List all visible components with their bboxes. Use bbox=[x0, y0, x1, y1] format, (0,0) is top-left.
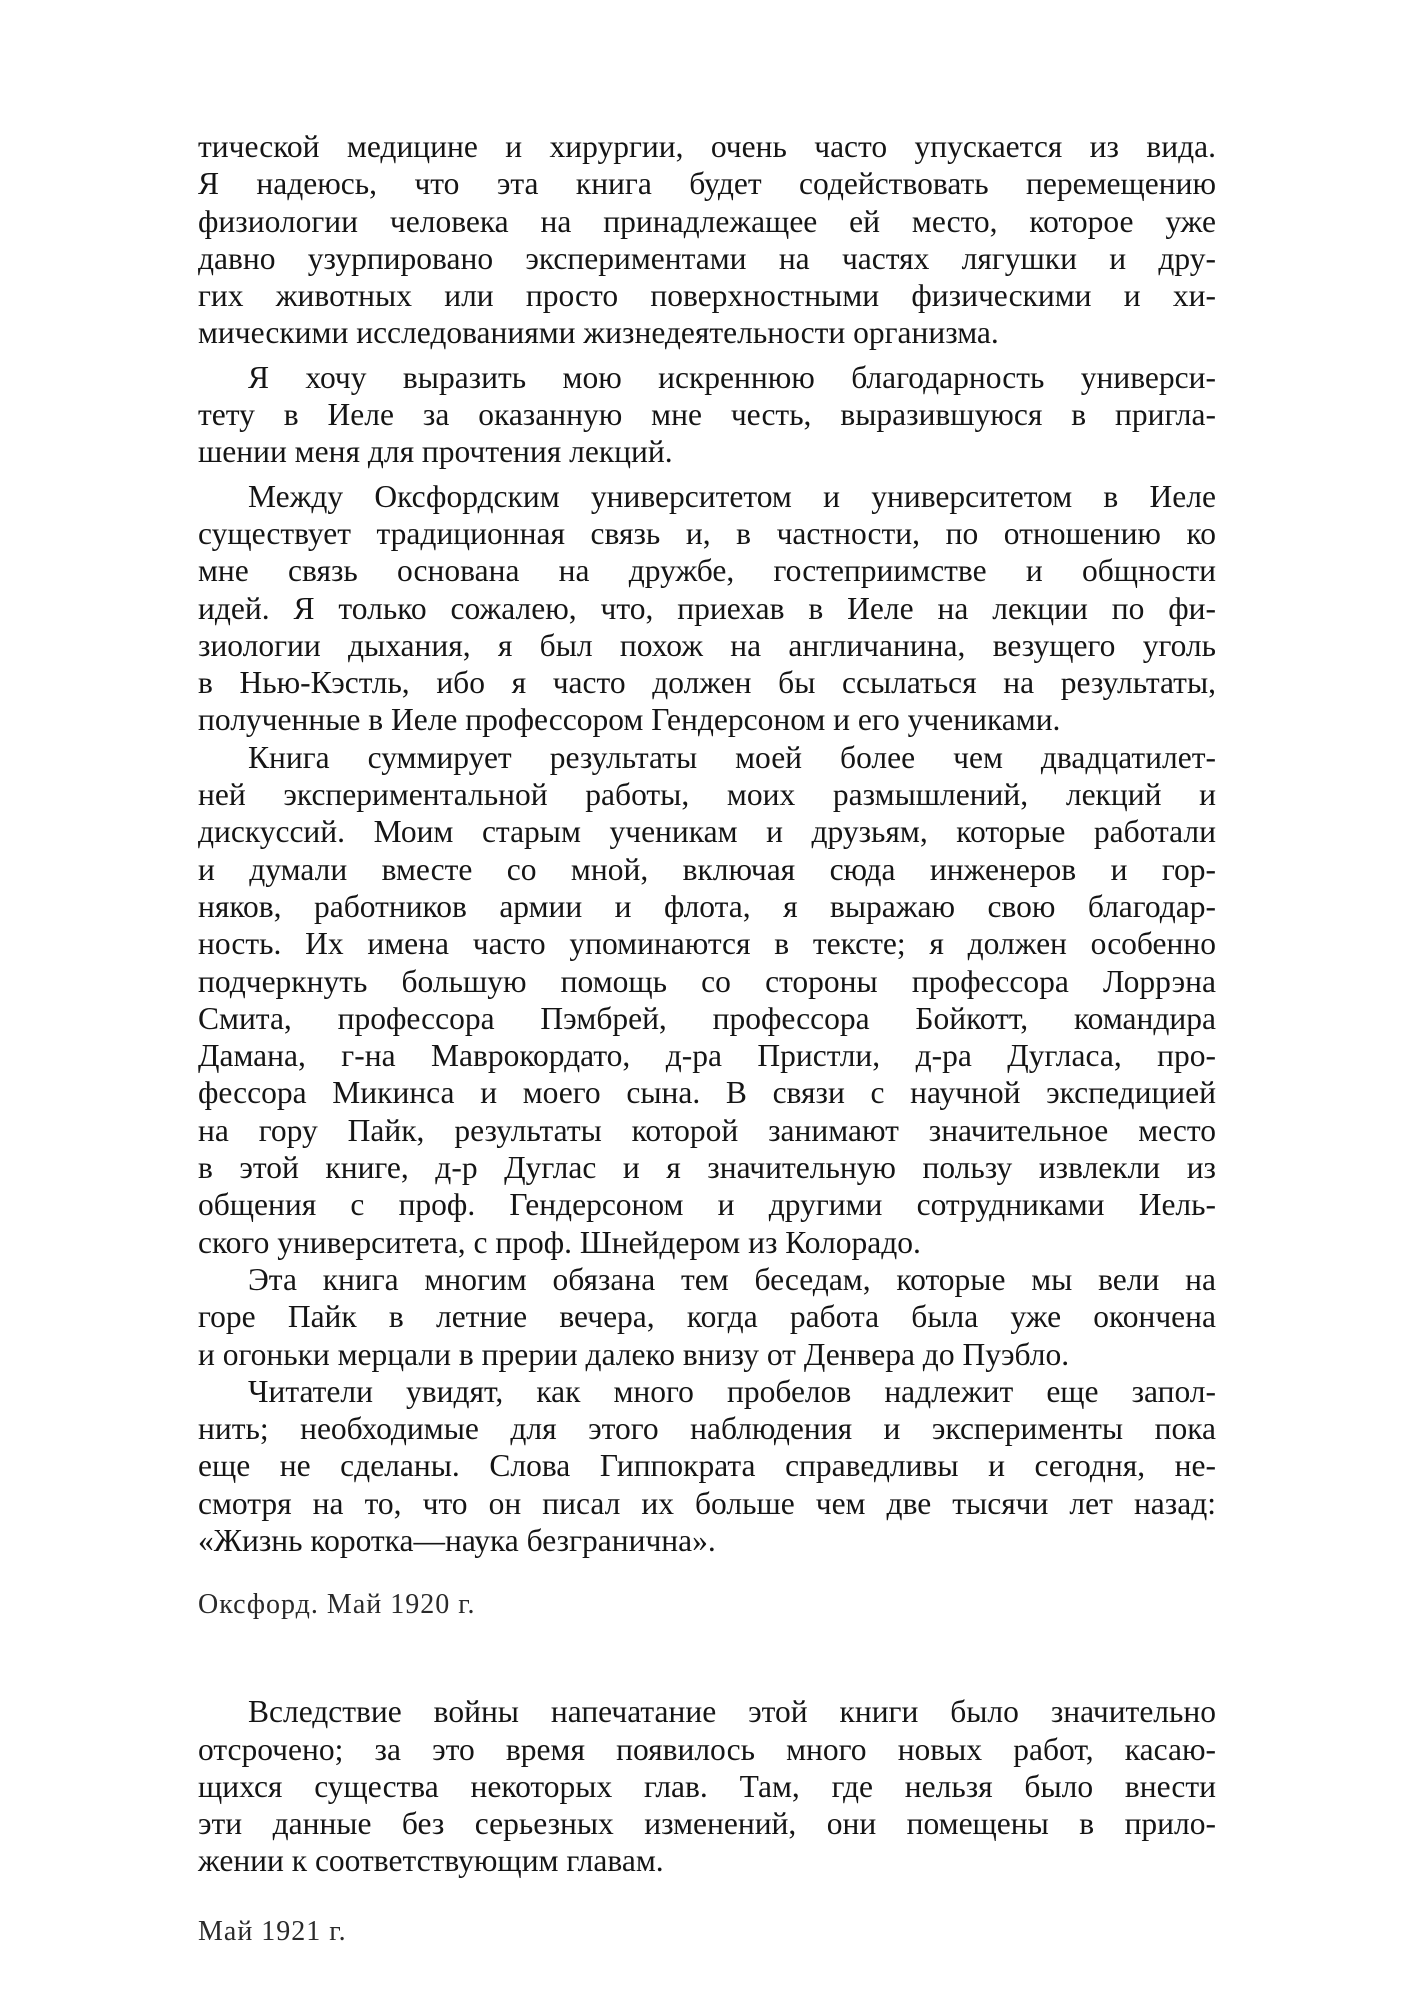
text-line: эти данные без серьезных изменений, они помещены в прило- bbox=[198, 1806, 1216, 1842]
paragraph-2 bbox=[198, 359, 1216, 471]
text-line: существует традиционная связь и, в частности, по отношению ко bbox=[198, 515, 1216, 551]
text-line: Между Оксфордским университетом и университетом в Иеле bbox=[248, 478, 1216, 514]
text-line: полученные в Иеле профессором Гендерсоном и его учениками. bbox=[198, 702, 1061, 738]
text-line: в Нью-Кэстль, ибо я часто должен бы ссылаться на результаты, bbox=[198, 665, 1216, 701]
text-line: физиологии человека на принадлежащее ей место, которое уже bbox=[198, 203, 1216, 239]
text-line: подчеркнуть большую помощь со стороны профессора Лоррэна bbox=[198, 963, 1216, 999]
text-line: на гору Пайк, результаты которой занимают значительное место bbox=[198, 1112, 1216, 1148]
text-line: горе Пайк в летние вечера, когда работа была уже окончена bbox=[198, 1299, 1216, 1335]
paragraph-5 bbox=[198, 1261, 1216, 1373]
paragraph-3 bbox=[198, 478, 1216, 739]
signature-date-may: Май 1921 г. bbox=[198, 1915, 347, 1947]
text-line: ней экспериментальной работы, моих размышлений, лекций и bbox=[198, 777, 1216, 813]
text-line: Книга суммирует результаты моей более чем двадцатилет- bbox=[248, 739, 1216, 775]
text-line: Эта книга многим обязана тем беседам, которые мы вели на bbox=[248, 1261, 1216, 1297]
paragraph-1 bbox=[198, 128, 1216, 352]
text-line: мне связь основана на дружбе, гостеприимстве и общности bbox=[198, 553, 1216, 589]
signature-date-oxford: Оксфорд. Май 1920 г. bbox=[198, 1589, 476, 1621]
text-line: нить; необходимые для этого наблюдения и эксперименты пока bbox=[198, 1411, 1216, 1447]
text-line: щихся существа некоторых глав. Там, где нельзя было внести bbox=[198, 1768, 1216, 1804]
text-line: и огоньки мерцали в прерии далеко внизу от Денвера до Пуэбло. bbox=[198, 1336, 1070, 1372]
text-line: смотря на то, что он писал их больше чем две тысячи лет назад: bbox=[198, 1485, 1216, 1521]
text-line: ского университета, с проф. Шнейдером из Колорадо. bbox=[198, 1224, 921, 1260]
text-line: и думали вместе со мной, включая сюда инженеров и гор- bbox=[198, 851, 1216, 887]
text-line: ность. Их имена часто упоминаются в тексте; я должен особенно bbox=[198, 926, 1216, 962]
text-line: давно узурпировано экспериментами на частях лягушки и дру- bbox=[198, 240, 1216, 276]
text-line: шении меня для прочтения лекций. bbox=[198, 434, 673, 470]
text-line: общения с проф. Гендерсоном и другими сотрудниками Иель- bbox=[198, 1187, 1216, 1223]
text-line: зиологии дыхания, я был похож на англичанина, везущего уголь bbox=[198, 627, 1216, 663]
text-line: фессора Микинса и моего сына. В связи с научной экспедицией bbox=[198, 1075, 1216, 1111]
text-line: дискуссий. Моим старым ученикам и друзьям, которые работали bbox=[198, 814, 1216, 850]
postscript-paragraph bbox=[198, 1693, 1216, 1879]
text-line: «Жизнь коротка—наука безгранична». bbox=[198, 1522, 716, 1558]
text-line: Читатели увидят, как много пробелов надлежит еще запол- bbox=[248, 1373, 1216, 1409]
text-line: отсрочено; за это время появилось много новых работ, касаю- bbox=[198, 1731, 1216, 1767]
text-line: еще не сделаны. Слова Гиппократа справедливы и сегодня, не- bbox=[198, 1448, 1216, 1484]
text-line: Я хочу выразить мою искреннюю благодарность универси- bbox=[248, 359, 1216, 395]
text-line: Вследствие войны напечатание этой книги было значительно bbox=[248, 1694, 1216, 1730]
text-line: тической медицине и хирургии, очень часто упускается из вида. bbox=[198, 129, 1216, 164]
paragraph-4 bbox=[198, 739, 1216, 1261]
document-page bbox=[198, 128, 1216, 1950]
text-line: няков, работников армии и флота, я выражаю свою благодар- bbox=[198, 888, 1216, 924]
text-line: Смита, профессора Пэмбрей, профессора Бойкотт, командира bbox=[198, 1000, 1216, 1036]
text-line: Дамана, г-на Маврокордато, д-ра Пристли, д-ра Дугласа, про- bbox=[198, 1038, 1216, 1074]
text-line: идей. Я только сожалею, что, приехав в Иеле на лекции по фи- bbox=[198, 590, 1216, 626]
text-line: тету в Иеле за оказанную мне честь, выразившуюся в пригла- bbox=[198, 397, 1216, 433]
text-line: жении к соответствующим главам. bbox=[198, 1843, 664, 1879]
text-line: гих животных или просто поверхностными физическими и хи- bbox=[198, 278, 1216, 314]
text-line: в этой книге, д-р Дуглас и я значительную пользу извлекли из bbox=[198, 1150, 1216, 1186]
paragraph-6 bbox=[198, 1373, 1216, 1559]
text-line: Я надеюсь, что эта книга будет содействовать перемещению bbox=[198, 166, 1216, 202]
text-line: мическими исследованиями жизнедеятельности организма. bbox=[198, 315, 999, 351]
